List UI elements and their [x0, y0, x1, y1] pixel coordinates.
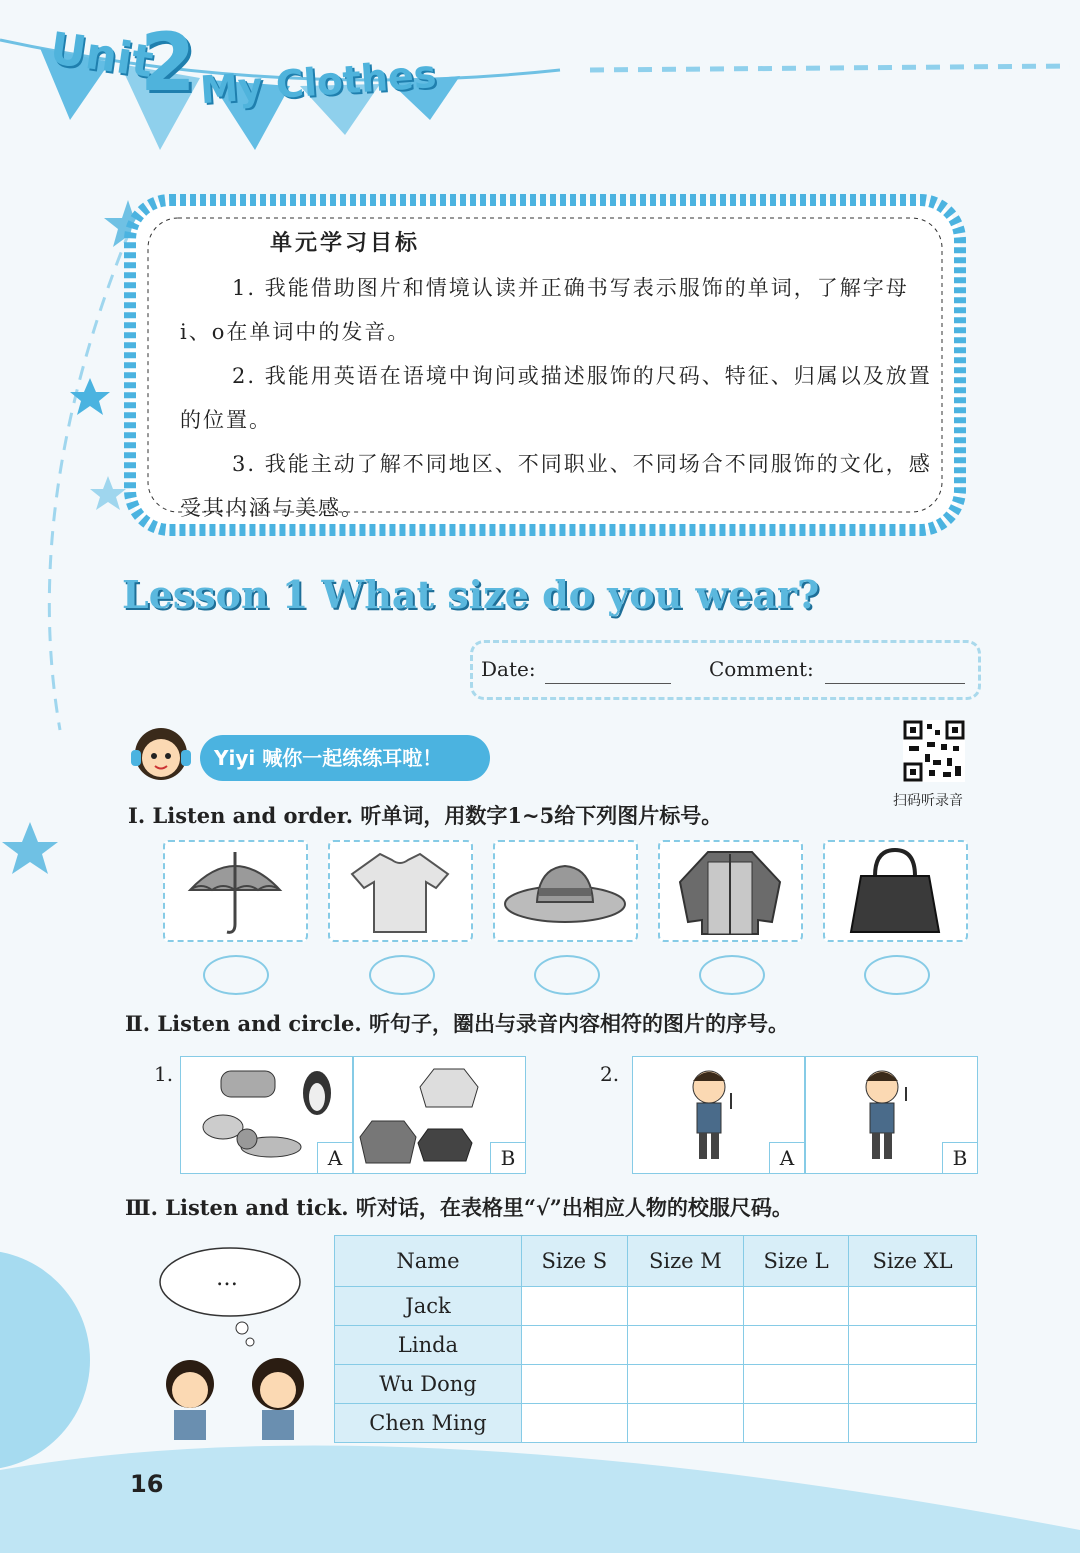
star-icon	[90, 476, 126, 510]
date-label: Date:	[481, 657, 536, 681]
yiyi-character-icon	[125, 720, 200, 790]
column-header: Size S	[522, 1236, 628, 1287]
section-3-title: Ⅲ. Listen and tick. 听对话，在表格里“√”出相应人物的校服尺码。	[125, 1195, 793, 1220]
thought-bubble-icon	[150, 1240, 320, 1350]
unit-word: Unit	[46, 23, 157, 88]
tick-cell[interactable]	[849, 1287, 977, 1326]
row-name: Jack	[335, 1287, 522, 1326]
row-name: Linda	[335, 1326, 522, 1365]
tick-cell[interactable]	[522, 1404, 628, 1443]
tick-cell[interactable]	[627, 1365, 744, 1404]
tick-cell[interactable]	[744, 1365, 849, 1404]
table-row	[335, 1404, 977, 1443]
tick-cell[interactable]	[627, 1326, 744, 1365]
answer-oval-5[interactable]	[864, 955, 930, 995]
q2-option-b[interactable]	[805, 1056, 978, 1174]
hat-icon	[495, 842, 636, 940]
umbrella-icon	[165, 842, 306, 940]
answer-oval-4[interactable]	[699, 955, 765, 995]
q1-option-a[interactable]	[180, 1056, 353, 1174]
t-shirt-icon	[330, 842, 471, 940]
unit-number: 2	[140, 16, 196, 109]
tick-cell[interactable]	[522, 1287, 628, 1326]
unit-goals	[180, 222, 940, 530]
table-row	[335, 1287, 977, 1326]
option-a-label: A	[317, 1142, 352, 1173]
tick-cell[interactable]	[849, 1404, 977, 1443]
table-row	[335, 1365, 977, 1404]
option-b-label: B	[490, 1142, 525, 1173]
answer-oval-2[interactable]	[369, 955, 435, 995]
row-name: Chen Ming	[335, 1404, 522, 1443]
comment-field[interactable]	[825, 683, 965, 684]
table-row	[335, 1326, 977, 1365]
tick-cell[interactable]	[744, 1326, 849, 1365]
q1-option-b[interactable]	[353, 1056, 526, 1174]
goals-title: 单元学习目标	[270, 231, 421, 256]
picture-hat	[493, 840, 638, 942]
picture-jacket	[658, 840, 803, 942]
tick-cell[interactable]	[849, 1365, 977, 1404]
column-header: Size M	[627, 1236, 744, 1287]
section-1-title: Ⅰ. Listen and order. 听单词，用数字1~5给下列图片标号。	[128, 803, 723, 828]
tick-cell[interactable]	[627, 1404, 744, 1443]
goal-item: 3. 我能主动了解不同地区、不同职业、不同场合不同服饰的文化，感受其内涵与美感。	[180, 452, 932, 520]
date-field[interactable]	[545, 683, 671, 684]
option-a-label: A	[769, 1142, 804, 1173]
goal-item: 1. 我能借助图片和情境认读并正确书写表示服饰的单词，了解字母i、o在单词中的发音。	[180, 276, 909, 344]
question-1-number: 1.	[154, 1062, 174, 1086]
answer-oval-1[interactable]	[203, 955, 269, 995]
row-name: Wu Dong	[335, 1365, 522, 1404]
option-b-label: B	[942, 1142, 977, 1173]
tick-cell[interactable]	[522, 1326, 628, 1365]
picture-bag	[823, 840, 968, 942]
comment-label: Comment:	[709, 657, 814, 681]
tick-cell[interactable]	[522, 1365, 628, 1404]
qr-code-icon[interactable]	[903, 720, 965, 782]
page-number: 16	[130, 1470, 164, 1498]
question-2-number: 2.	[600, 1062, 620, 1086]
column-header: Name	[335, 1236, 522, 1287]
date-comment-box	[470, 640, 981, 700]
unit-name: My Clothes	[198, 51, 438, 113]
size-table	[334, 1235, 977, 1443]
tick-cell[interactable]	[627, 1287, 744, 1326]
lesson-title: Lesson 1 What size do you wear?	[122, 572, 820, 617]
answer-oval-3[interactable]	[534, 955, 600, 995]
column-header: Size XL	[849, 1236, 977, 1287]
picture-umbrella	[163, 840, 308, 942]
bag-icon	[825, 842, 966, 940]
goal-item: 2. 我能用英语在语境中询问或描述服饰的尺码、特征、归属以及放置的位置。	[180, 364, 932, 432]
section-2-title: Ⅱ. Listen and circle. 听句子，圈出与录音内容相符的图片的序号。	[125, 1011, 789, 1036]
tick-cell[interactable]	[744, 1404, 849, 1443]
q2-option-a[interactable]	[632, 1056, 805, 1174]
qr-caption: 扫码听录音	[893, 793, 963, 809]
star-icon	[70, 378, 110, 415]
children-icon	[150, 1350, 320, 1440]
column-header: Size L	[744, 1236, 849, 1287]
tick-cell[interactable]	[744, 1287, 849, 1326]
star-icon	[2, 822, 58, 874]
picture-t-shirt	[328, 840, 473, 942]
yiyi-banner: Yiyi 喊你一起练练耳啦！	[200, 735, 490, 781]
table-header-row	[335, 1236, 977, 1287]
tick-cell[interactable]	[849, 1326, 977, 1365]
bubble-text: …	[216, 1266, 238, 1291]
jacket-icon	[660, 842, 801, 940]
